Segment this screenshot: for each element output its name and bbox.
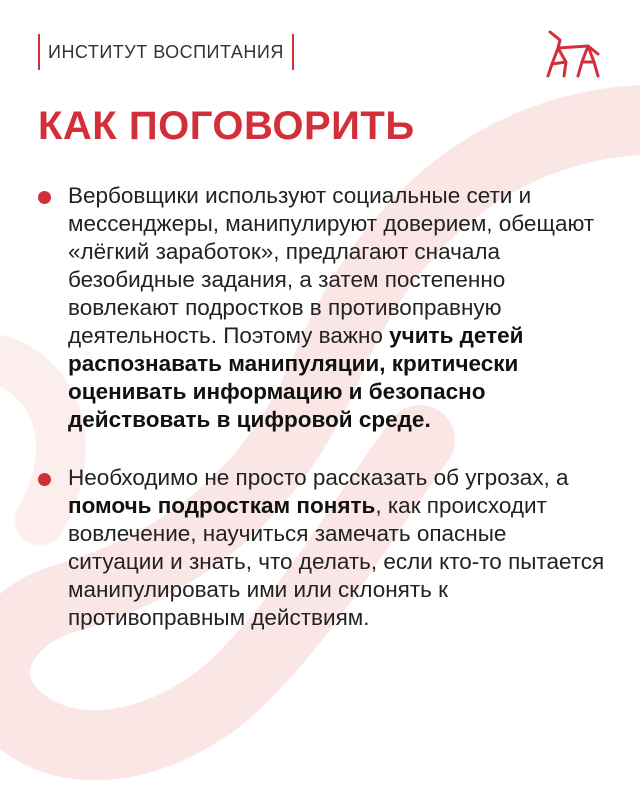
bullet-dot xyxy=(38,191,51,204)
list-item xyxy=(38,182,608,434)
bullet-dot xyxy=(38,473,51,486)
bullet-bold-text: учить детей распознавать манипуляции, критически оценивать информацию и безопасно действовать в цифровой среде. xyxy=(68,323,524,432)
list-item xyxy=(38,464,608,632)
header-label: ИНСТИТУТ ВОСПИТАНИЯ xyxy=(48,41,284,62)
horse-logo-icon xyxy=(536,26,608,82)
header-badge xyxy=(38,34,294,70)
bullet-bold-text: помочь подросткам понять xyxy=(68,493,376,518)
bullet-text: Вербовщики используют социальные сети и мессенджеры, манипулируют доверием, обещают «лёгкий заработок», предлагают сначала безобидные задания, а затем постепенно вовлекают подростков в противоправную деятельность. Поэтому важно учить детей распознавать манипуляции, критически оценивать информацию и безопасно действовать в цифровой среде. xyxy=(68,183,595,432)
bullet-text: Необходимо не просто рассказать об угрозах, а помочь подросткам понять, как происходит вовлечение, научиться замечать опасные ситуации и знать, что делать, если кто-то пытается манипулировать ими или склонять к противоправным действиям. xyxy=(68,465,605,630)
page-title: КАК ПОГОВОРИТЬ xyxy=(38,104,415,148)
bullet-list xyxy=(38,182,608,662)
